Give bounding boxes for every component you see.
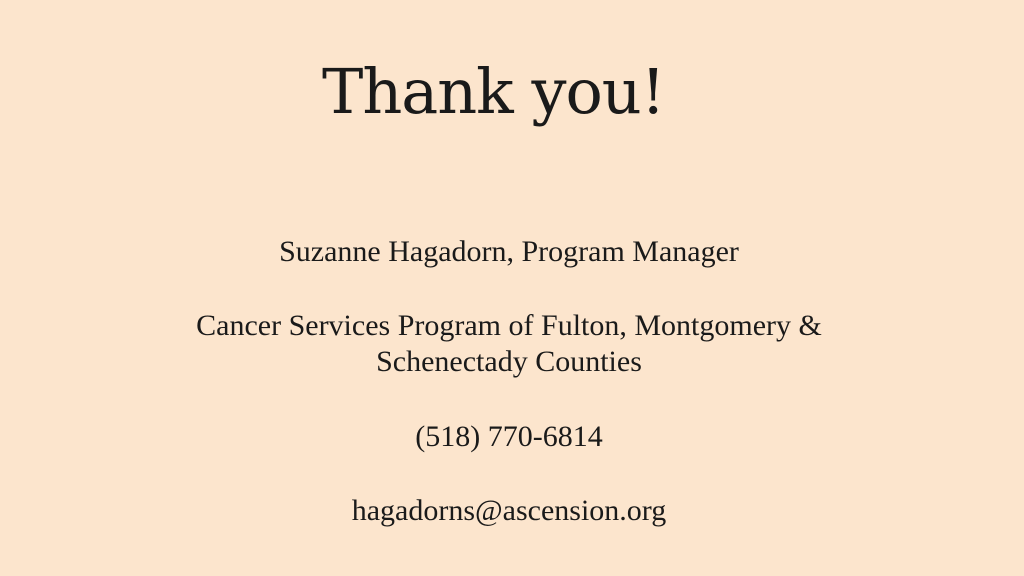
slide-title: Thank you! <box>322 55 665 128</box>
organization <box>0 308 1021 380</box>
phone-number: (518) 770-6814 <box>415 420 603 453</box>
organization-line-1: Cancer Services Program of Fulton, Montgomery & <box>196 309 822 342</box>
email-address: hagadorns@ascension.org <box>351 494 667 527</box>
organization-line-2: Schenectady Counties <box>376 345 642 378</box>
contact-name: Suzanne Hagadorn, Program Manager <box>279 235 739 268</box>
